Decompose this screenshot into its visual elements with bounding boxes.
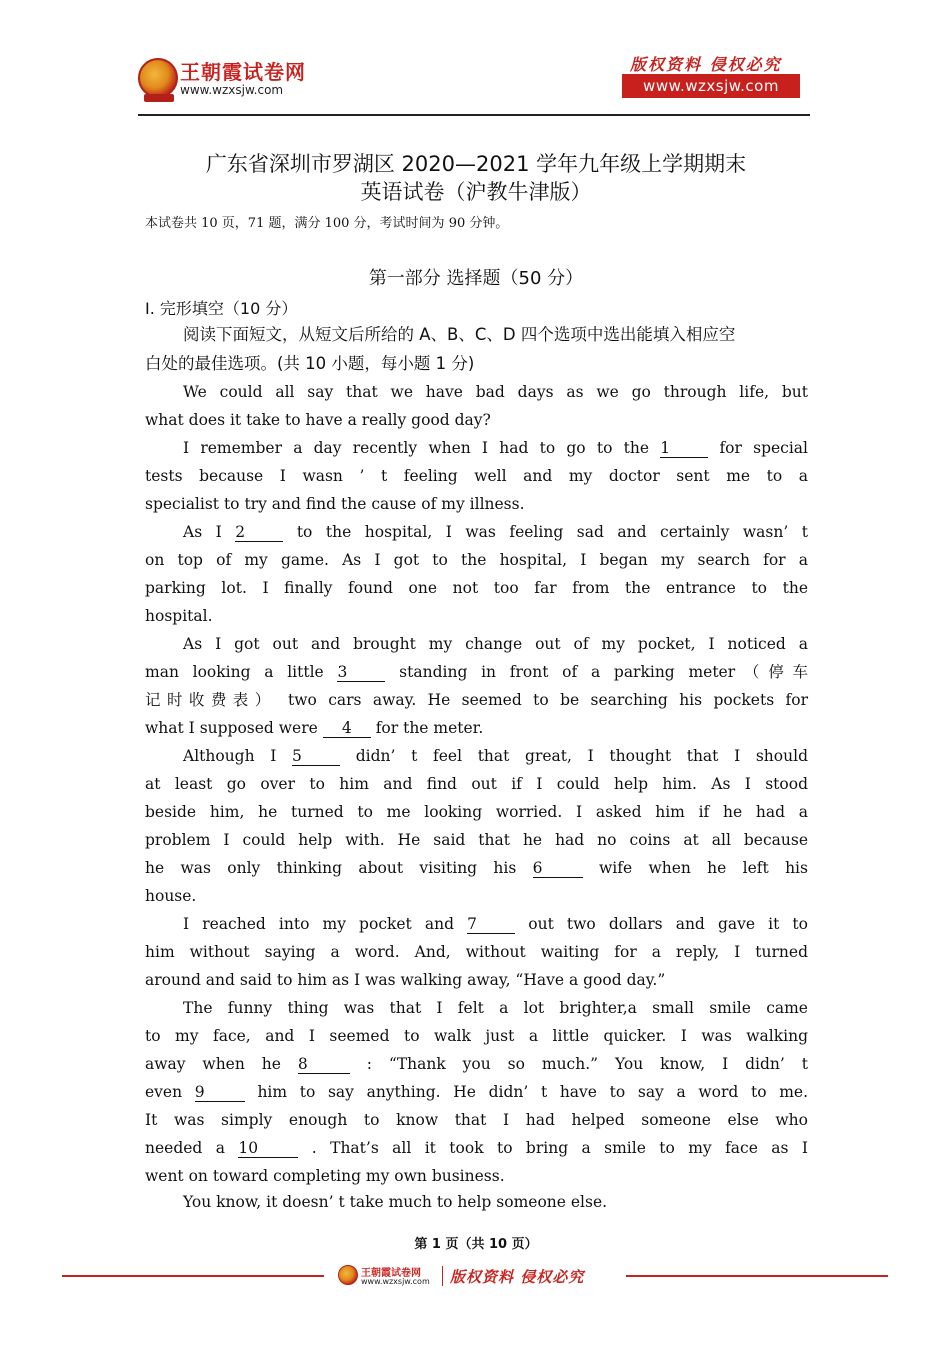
passage-line: around and said to him as I was walking away, “Have a good day.” [145,971,666,989]
blank-6[interactable]: 6 [533,859,583,878]
blank-8[interactable]: 8 [298,1055,350,1074]
passage-line [145,1082,808,1102]
footer-brand: 王朝霞试卷网 [361,1268,421,1279]
blank-5[interactable]: 5 [292,747,340,766]
passage-text: to the hospital, I was feeling sad and certainly wasn’ t [296,523,809,541]
passage-text: I reached into my pocket and [183,915,455,933]
header-rights-text: 版权资料 侵权必究 [630,55,782,74]
passage-text: even [145,1083,183,1101]
page-number: 第 1 页（共 10 页） [414,1237,538,1252]
passage-line: problem I could help with. He said that he had no coins at all because [145,831,808,849]
passage-line: on top of my game. As I got to the hospital, I began my search for a [145,551,808,569]
passage-line: The funny thing was that I felt a lot brighter,a small smile came [183,999,808,1017]
passage-line [145,662,808,682]
exam-title-line1: 广东省深圳市罗湖区 2020—2021 学年九年级上学期期末 [205,152,747,176]
passage-line: beside him, he turned to me looking worried. I asked him if he had a [145,803,808,821]
blank-10[interactable]: 10 [238,1139,298,1158]
footer-rule-left [62,1275,324,1277]
passage-line [145,858,808,878]
header-divider [138,114,810,116]
passage-text: I remember a day recently when I had to go to the [183,439,649,457]
passage-line: 记时收费表） two cars away. He seemed to be searching his pockets for [145,691,808,709]
footer-url[interactable]: www.wzxsjw.com [361,1277,430,1286]
header-rights-url[interactable]: www.wzxsjw.com [622,74,800,98]
passage-text: Although I [183,747,277,765]
header-url[interactable]: www.wzxsjw.com [180,83,284,97]
passage-line: at least go over to him and find out if I could help him. As I stood [145,775,808,793]
brand-logo-icon [138,58,178,98]
passage-line: went on toward completing my own business. [145,1167,505,1185]
footer-rights-text: 版权资料 侵权必究 [450,1268,585,1286]
blank-9[interactable]: 9 [195,1083,245,1102]
blank-2[interactable]: 2 [235,523,283,542]
passage-text: didn’ t feel that great, I thought that I should [355,747,808,765]
passage-text: for special [719,439,809,457]
instructions-line1: 阅读下面短文，从短文后所给的 A、B、C、D 四个选项中选出能填入相应空 [183,325,736,344]
passage-line [145,1054,808,1074]
passage-text: what I supposed were [145,719,318,737]
passage-line [145,1138,808,1158]
passage-line: You know, it doesn’ t take much to help someone else. [183,1193,608,1211]
passage-line: It was simply enough to know that I had helped someone else who [145,1111,808,1129]
passage-text: standing in front of a parking meter（停车 [399,663,809,681]
header-brand: 王朝霞试卷网 [180,60,306,84]
passage-line: him without saying a word. And, without waiting for a reply, I turned [145,943,808,961]
passage-text: he was only thinking about visiting his [145,859,517,877]
passage-text: away when he [145,1055,281,1073]
passage-line: parking lot. I finally found one not too far from the entrance to the [145,579,808,597]
blank-1[interactable]: 1 [660,439,708,458]
passage-text: As I [183,523,222,541]
passage-line: house. [145,887,197,905]
footer-logo-icon [338,1265,358,1285]
passage-line [145,746,808,766]
passage-text: . That’s all it took to bring a smile to my face as I [311,1139,809,1157]
blank-4[interactable]: 4 [323,719,371,738]
passage-line: hospital. [145,607,213,625]
exam-info: 本试卷共 10 页，71 题，满分 100 分，考试时间为 90 分钟。 [145,216,509,231]
blank-3[interactable]: 3 [337,663,385,682]
passage-line [145,522,808,542]
passage-line [145,914,808,934]
instructions-line2: 白处的最佳选项。(共 10 小题，每小题 1 分) [145,354,475,373]
passage-line: tests because I wasn ’ t feeling well and my doctor sent me to a [145,467,808,485]
passage-line: specialist to try and find the cause of my illness. [145,495,525,513]
passage-line [145,438,808,458]
passage-line: We could all say that we have bad days as we go through life, but [183,383,808,401]
part-heading: 第一部分 选择题（50 分） [368,268,584,289]
passage-line: As I got out and brought my change out of my pocket, I noticed a [183,635,808,653]
passage-text: : “Thank you so much.” You know, I didn’ t [366,1055,808,1073]
passage-text: for the meter. [375,719,484,737]
passage-line [145,718,808,738]
passage-text: needed a [145,1139,225,1157]
passage-text: him to say anything. He didn’ t have to say a word to me. [257,1083,808,1101]
passage-line: what does it take to have a really good day? [145,411,491,429]
section-heading: Ⅰ. 完形填空（10 分） [145,299,298,318]
passage-line: to my face, and I seemed to walk just a little quicker. I was walking [145,1027,808,1045]
passage-text: wife when he left his [598,859,808,877]
blank-7[interactable]: 7 [467,915,515,934]
footer-separator [442,1266,443,1286]
footer-rule-right [626,1275,888,1277]
exam-title-line2: 英语试卷（沪教牛津版） [360,180,592,204]
passage-text: out two dollars and gave it to [528,915,808,933]
passage-text: man looking a little [145,663,324,681]
